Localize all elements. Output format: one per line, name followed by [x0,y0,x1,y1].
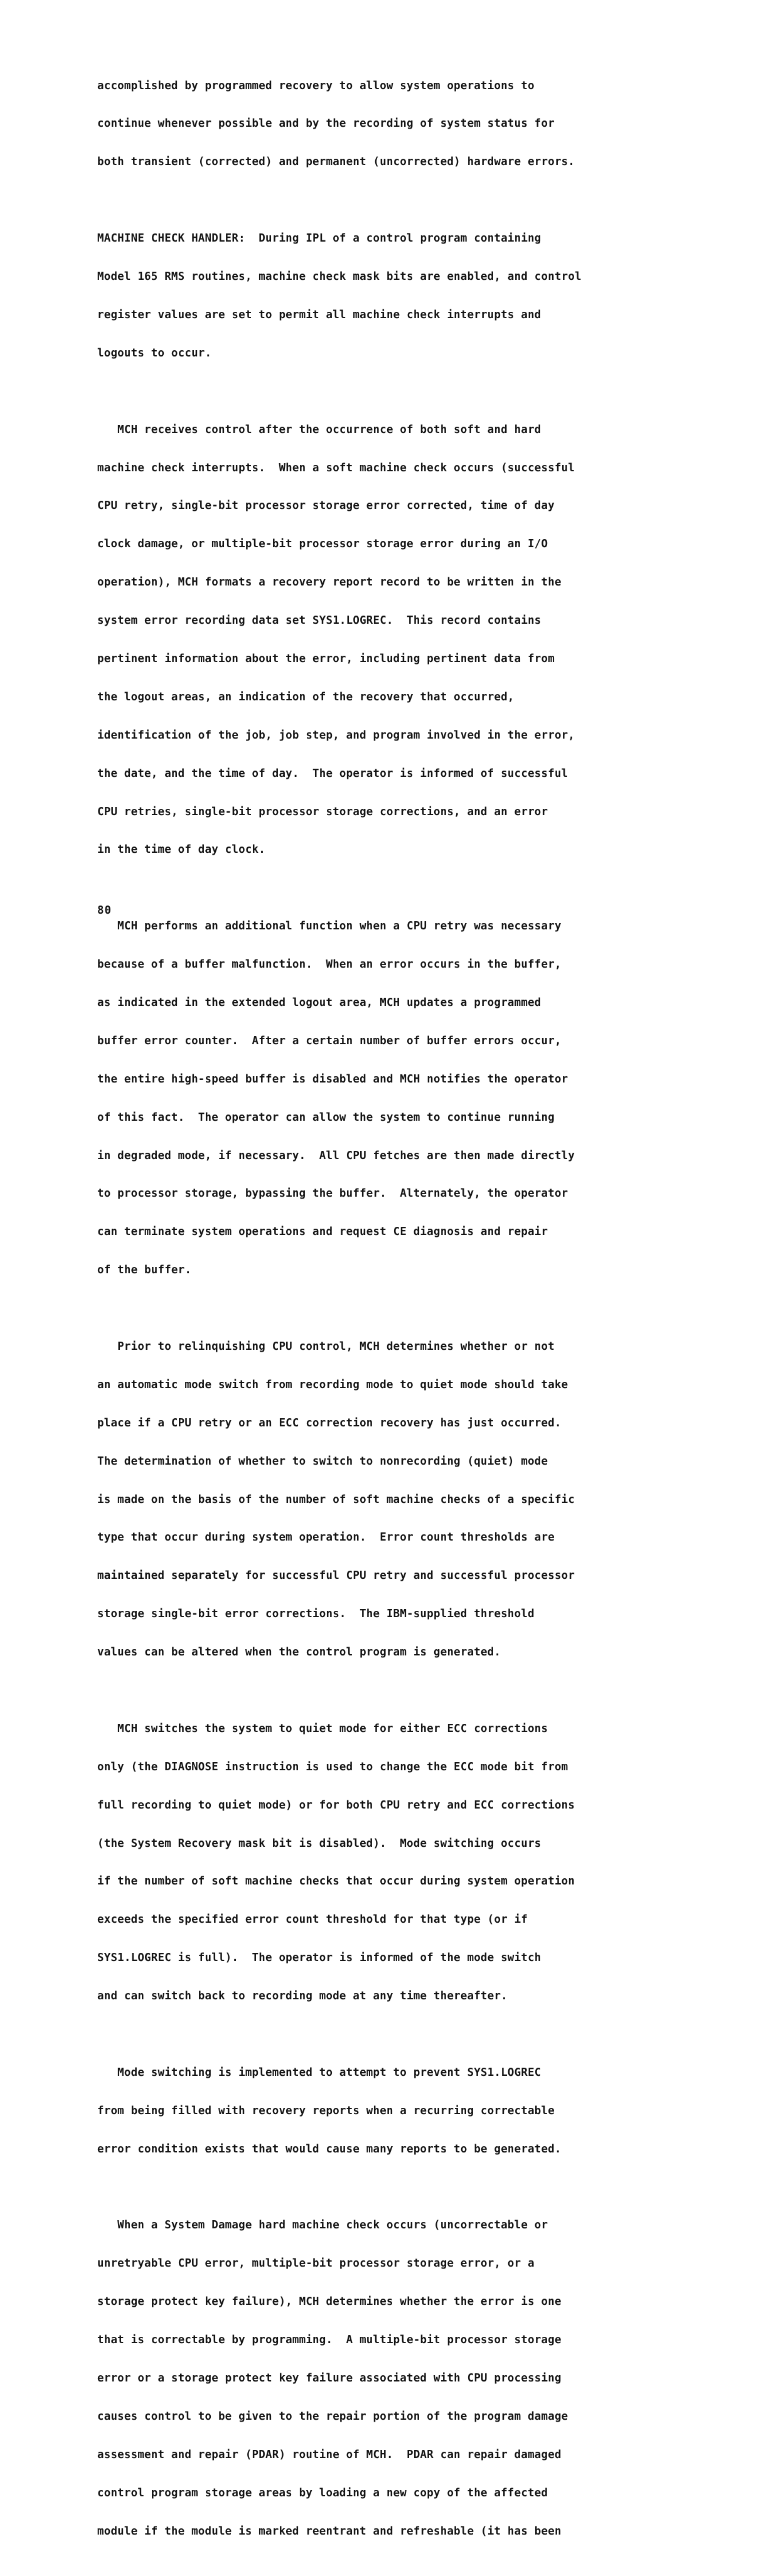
paragraph-mode-switching-implemented [97,2041,750,2181]
text-line: the date, and the time of day. The operator is informed of successful [97,767,568,780]
text-line: that is correctable by programming. A multiple-bit processor storage [97,2334,562,2347]
page-number: 80 [97,904,112,917]
text-line: the logout areas, an indication of the recovery that occurred, [97,690,515,703]
text-line: storage protect key failure), MCH determines whether the error is one [97,2295,562,2309]
text-line: Prior to relinquishing CPU control, MCH determines whether or not [97,1340,555,1353]
text-line: values can be altered when the control program is generated. [97,1646,501,1659]
text-line: Mode switching is implemented to attempt to prevent SYS1.LOGREC [97,2066,541,2079]
text-line [97,232,750,245]
text-line: buffer error counter. After a certain number of buffer errors occur, [97,1034,562,1047]
text-line: CPU retry, single-bit processor storage error corrected, time of day [97,500,555,513]
paragraph-mch-additional-function [97,895,750,1303]
text-line: from being filled with recovery reports when a recurring correctable [97,2104,555,2117]
text-line: assessment and repair (PDAR) routine of MCH. PDAR can repair damaged [97,2448,562,2461]
text-line: causes control to be given to the repair portion of the program damage [97,2410,568,2423]
text-line: register values are set to permit all machine check interrupts and [97,308,541,321]
text-line: the entire high-speed buffer is disabled and MCH notifies the operator [97,1072,568,1086]
text-line: unretryable CPU error, multiple-bit processor storage error, or a [97,2257,535,2270]
text-line: place if a CPU retry or an ECC correction recovery has just occurred. [97,1416,562,1430]
text-line: as indicated in the extended logout area, MCH updates a programmed [97,996,541,1009]
text-line: pertinent information about the error, including pertinent data from [97,652,555,665]
text-line: because of a buffer malfunction. When an error occurs in the buffer, [97,958,562,971]
text-line: MCH switches the system to quiet mode for either ECC corrections [97,1722,548,1735]
text-line: identification of the job, job step, and program involved in the error, [97,729,575,742]
paragraph-intro-continuation [97,54,750,194]
text-line: can terminate system operations and request CE diagnosis and repair [97,1226,548,1239]
text-line: if the number of soft machine checks that occur during system operation [97,1875,575,1888]
text-line: full recording to quiet mode) or for both CPU retry and ECC corrections [97,1798,575,1812]
text-line: continue whenever possible and by the recording of system status for [97,117,555,131]
text-line: error or a storage protect key failure associated with CPU processing [97,2372,562,2385]
heading-line-rest: During IPL of a control program containing [245,232,541,245]
paragraph-mch-receives-control [97,398,750,882]
text-line: operation), MCH formats a recovery report record to be written in the [97,576,562,589]
text-line: of the buffer. [97,1264,192,1277]
text-line: error condition exists that would cause many reports to be generated. [97,2142,562,2156]
text-line: only (the DIAGNOSE instruction is used to change the ECC mode bit from [97,1760,568,1773]
text-line: storage single-bit error corrections. The IBM-supplied threshold [97,1608,535,1621]
paragraph-machine-check-handler [97,207,750,385]
text-line: in degraded mode, if necessary. All CPU fetches are then made directly [97,1149,575,1162]
text-line: an automatic mode switch from recording mode to quiet mode should take [97,1378,568,1391]
text-line: MCH performs an additional function when a CPU retry was necessary [97,920,562,933]
text-line: SYS1.LOGREC is full). The operator is informed of the mode switch [97,1952,541,1965]
paragraph-mch-switches-quiet-mode [97,1697,750,2028]
text-line: module if the module is marked reentrant and refreshable (it has been [97,2525,562,2538]
section-heading: MACHINE CHECK HANDLER: [97,232,245,245]
text-line: in the time of day clock. [97,843,266,857]
text-line: The determination of whether to switch to nonrecording (quiet) mode [97,1455,548,1468]
text-line: control program storage areas by loading a new copy of the affected [97,2486,548,2499]
text-line: clock damage, or multiple-bit processor storage error during an I/O [97,538,548,551]
text-line: to processor storage, bypassing the buffer. Alternately, the operator [97,1187,568,1200]
text-line: system error recording data set SYS1.LOGREC. This record contains [97,614,541,628]
text-line: When a System Damage hard machine check occurs (uncorrectable or [97,2219,548,2232]
text-line: type that occur during system operation. Error count thresholds are [97,1531,555,1544]
text-line: Model 165 RMS routines, machine check mask bits are enabled, and control [97,270,582,284]
paragraph-system-damage [97,2194,750,2563]
text-line: machine check interrupts. When a soft machine check occurs (successful [97,461,575,474]
text-line: accomplished by programmed recovery to allow system operations to [97,79,535,92]
text-line: (the System Recovery mask bit is disabled). Mode switching occurs [97,1837,541,1850]
text-line: CPU retries, single-bit processor storage corrections, and an error [97,805,548,818]
paragraph-prior-to-relinquishing [97,1315,750,1684]
text-line: is made on the basis of the number of soft machine checks of a specific [97,1493,575,1506]
text-line: maintained separately for successful CPU retry and successful processor [97,1569,575,1583]
text-line: MCH receives control after the occurrence of both soft and hard [97,423,541,436]
text-line: and can switch back to recording mode at any time thereafter. [97,1990,508,2003]
text-line: exceeds the specified error count threshold for that type (or if [97,1913,528,1927]
text-line: of this fact. The operator can allow the system to continue running [97,1111,555,1124]
text-line: both transient (corrected) and permanent (uncorrected) hardware errors. [97,156,575,169]
text-line: logouts to occur. [97,346,212,360]
body-text [97,54,750,2576]
